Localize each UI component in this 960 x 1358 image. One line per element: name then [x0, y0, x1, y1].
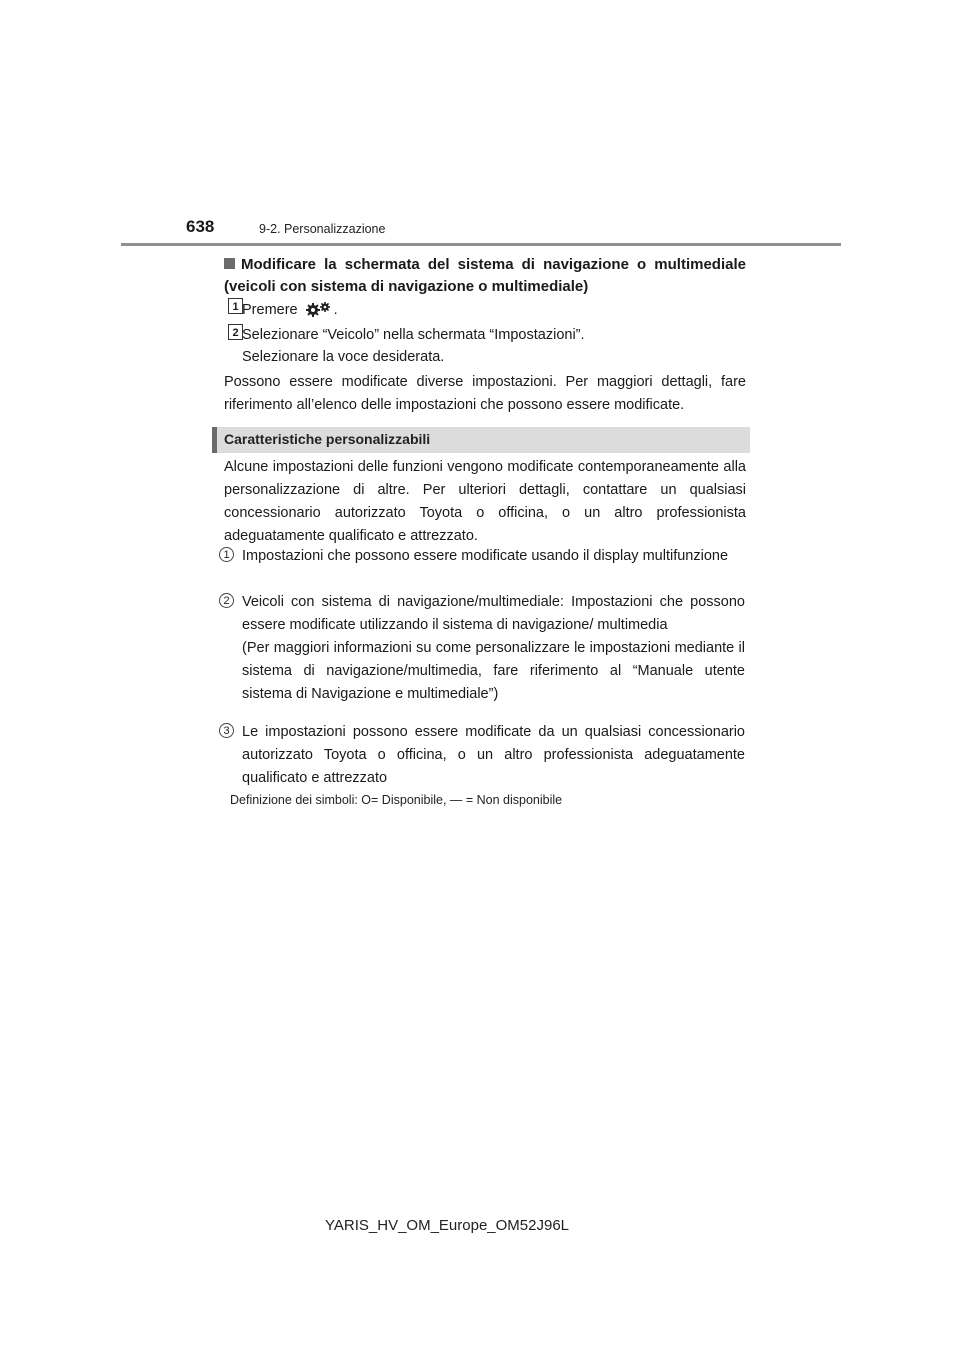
features-section-title-bar — [212, 427, 750, 453]
header-divider — [121, 243, 841, 246]
circled-number-3-icon: 3 — [219, 723, 234, 738]
step-2-line-1: Selezionare “Veicolo” nella schermata “Impostazioni”. — [242, 327, 585, 343]
feature-item-2 — [242, 591, 745, 706]
step-1 — [242, 299, 338, 324]
features-section-title: Caratteristiche personalizzabili — [224, 431, 431, 447]
square-bullet-icon — [224, 258, 235, 269]
navigation-paragraph: Possono essere modificate diverse impostazioni. Per maggiori dettagli, fare riferimento all’elenco delle impostazioni che possono essere modificate. — [224, 374, 746, 413]
circled-number-1-icon: 1 — [219, 547, 234, 562]
navigation-heading-text: Modificare la schermata del sistema di navigazione o multimediale (veicoli con sistema di navigazione o multimediale) — [224, 256, 746, 295]
gear-settings-icon — [305, 301, 333, 324]
symbols-definition: Definizione dei simboli: O= Disponibile, — = Non disponibile — [230, 793, 563, 807]
step-badge-2: 2 — [228, 324, 243, 340]
step-2 — [242, 324, 585, 368]
page-number: 638 — [186, 217, 215, 236]
feature-item-1: Impostazioni che possono essere modificate usando il display multifunzione — [242, 548, 729, 564]
feature-item-3: Le impostazioni possono essere modificate da un qualsiasi concessionario autorizzato Toyota o officina, o un altro professionista adeguatamente qualificato e attrezzato — [242, 724, 745, 786]
document-code: YARIS_HV_OM_Europe_OM52J96L — [325, 1217, 570, 1234]
section-label: 9-2. Personalizzazione — [259, 222, 386, 236]
feature-item-2-note: (Per maggiori informazioni su come personalizzare le impostazioni mediante il sistema di navigazione/multimedia, fare riferimento al “Manuale utente sistema di Navigazione e multimediale”) — [242, 640, 745, 702]
navigation-heading — [224, 254, 746, 298]
feature-item-2-text: Veicoli con sistema di navigazione/multimediale: Impostazioni che possono essere modificate utilizzando il sistema di navigazione/ multimedia — [242, 594, 745, 633]
features-intro: Alcune impostazioni delle funzioni vengono modificate contemporaneamente alla personalizzazione di altre. Per ulteriori dettagli, contattare un qualsiasi concessionario autorizzato Toyota o officina, o un altro professionista adeguatamente qualificato e attrezzato. — [224, 459, 746, 544]
step-1-text-after: . — [333, 302, 338, 318]
step-2-line-2: Selezionare la voce desiderata. — [242, 349, 445, 365]
step-1-text-before: Premere — [242, 302, 298, 318]
step-badge-1: 1 — [228, 298, 243, 314]
circled-number-2-icon: 2 — [219, 593, 234, 608]
title-bar-accent — [212, 427, 217, 453]
